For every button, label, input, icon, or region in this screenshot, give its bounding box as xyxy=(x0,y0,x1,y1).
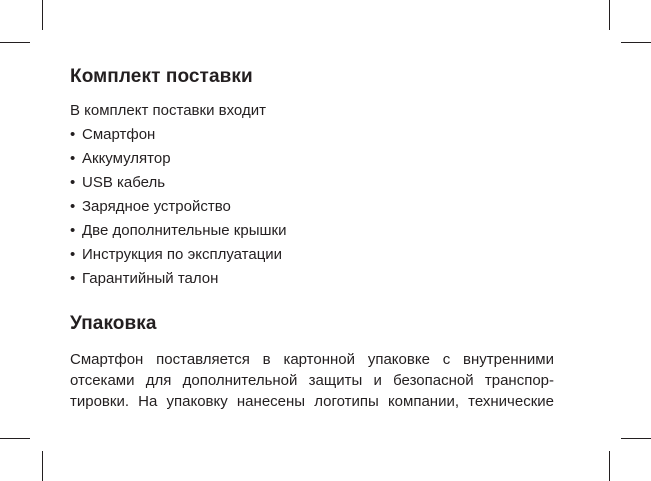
crop-mark-top-left-horizontal xyxy=(0,42,30,43)
packaging-heading: Упаковка xyxy=(70,313,157,334)
crop-mark-bottom-left-horizontal xyxy=(0,438,30,439)
page-content xyxy=(70,64,554,412)
bullet-icon: • xyxy=(70,246,76,263)
package-contents-heading: Комплект поставки xyxy=(70,66,253,87)
crop-mark-top-left-vertical xyxy=(42,0,43,30)
list-item: • USB кабель xyxy=(70,171,554,195)
packaging-paragraph-line: Смартфон поставляется в картонной упаковке с внутренними xyxy=(70,351,554,368)
packaging-paragraph-line: тировки. На упаковку нанесены логотипы компании, технические xyxy=(70,393,554,410)
bullet-icon: • xyxy=(70,198,76,215)
bullet-icon: • xyxy=(70,126,76,143)
package-contents-list xyxy=(70,123,554,291)
crop-mark-top-right-horizontal xyxy=(621,42,651,43)
list-item: • Гарантийный талон xyxy=(70,267,554,291)
list-item: • Смартфон xyxy=(70,123,554,147)
bullet-icon: • xyxy=(70,270,76,287)
packaging-paragraph xyxy=(70,349,554,412)
packaging-paragraph-line: отсеками для дополнительной защиты и безопасной транспор- xyxy=(70,372,554,389)
bullet-icon: • xyxy=(70,222,76,239)
crop-mark-bottom-left-vertical xyxy=(42,451,43,481)
crop-mark-top-right-vertical xyxy=(609,0,610,30)
list-item: • Две дополнительные крышки xyxy=(70,219,554,243)
list-item: • Зарядное устройство xyxy=(70,195,554,219)
bullet-icon: • xyxy=(70,174,76,191)
list-item: • Аккумулятор xyxy=(70,147,554,171)
list-item: • Инструкция по эксплуатации xyxy=(70,243,554,267)
crop-mark-bottom-right-vertical xyxy=(609,451,610,481)
bullet-icon: • xyxy=(70,150,76,167)
package-contents-intro: В комплект поставки входит xyxy=(70,102,266,119)
crop-mark-bottom-right-horizontal xyxy=(621,438,651,439)
